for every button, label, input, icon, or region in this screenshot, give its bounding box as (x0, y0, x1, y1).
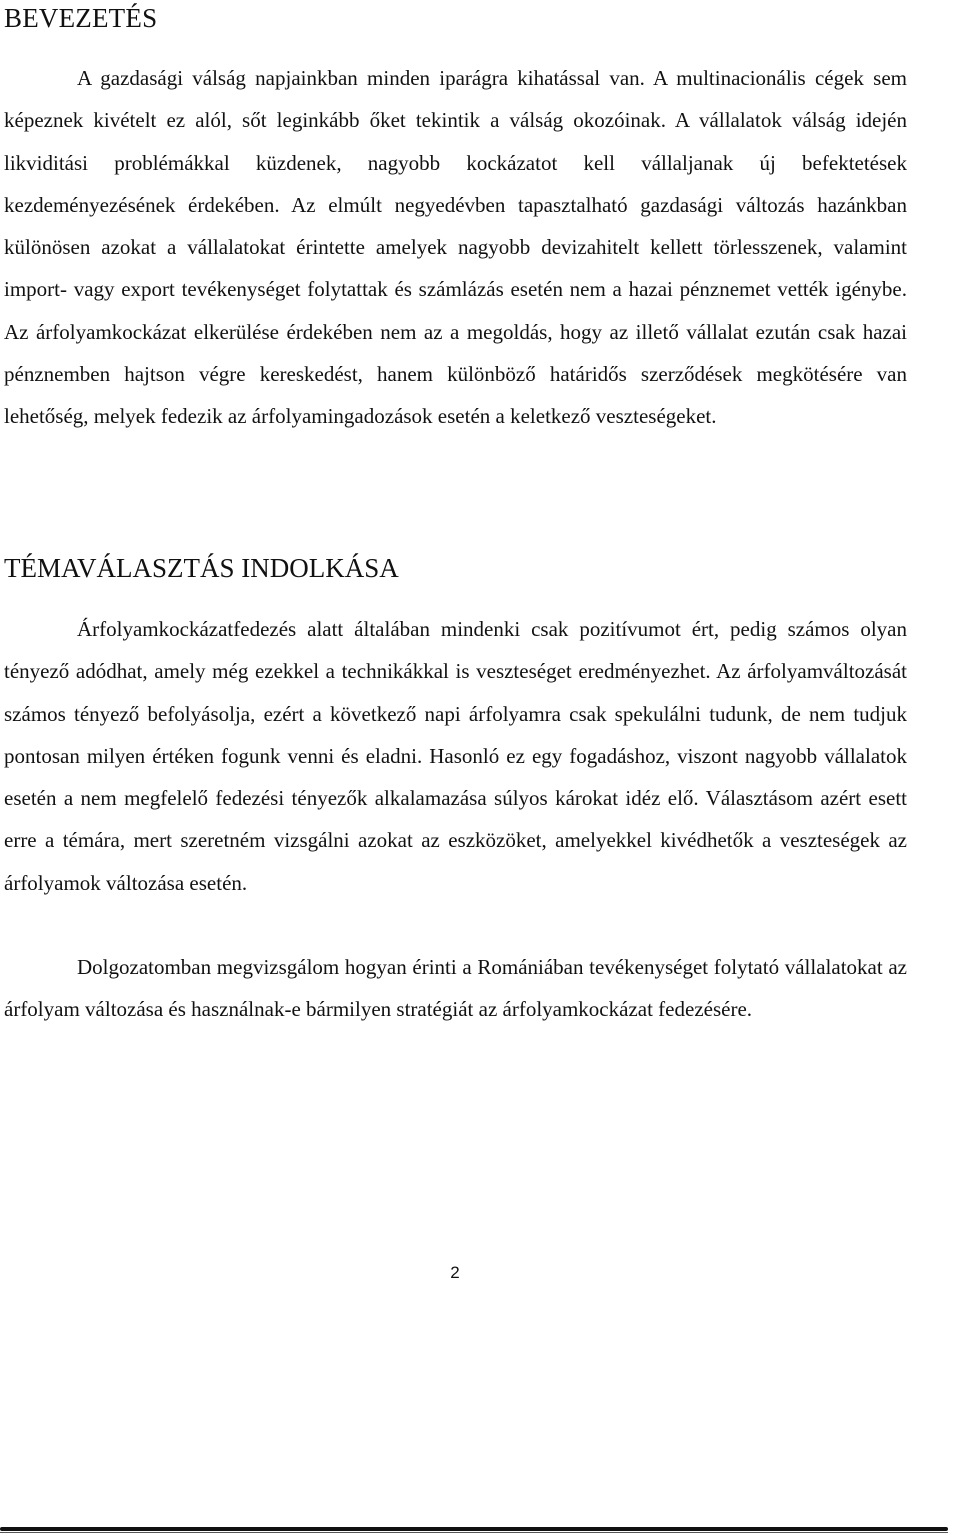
footer-divider (0, 1527, 948, 1531)
section-heading-introduction: BEVEZETÉS (4, 3, 158, 33)
topic-choice-paragraph-2: Dolgozatomban megvizsgálom hogyan érinti a Romániában tevékenységet folytató vállalatokat az árfolyam változása és használnak-e bármilyen stratégiát az árfolyamkockázat fedezésére. (4, 955, 907, 1022)
introduction-paragraph: A gazdasági válság napjainkban minden iparágra kihatással van. A multinacionális cégek sem képeznek kivételt ez alól, sőt leginkább őket tekintik a válság okozóinak. A vállalatok válság idején likviditási problémákkal küzdenek, nagyobb kockázatot kell vállaljanak új befektetések kezdeményezésének érdekében. Az elmúlt negyedévben tapasztalható gazdasági változás hazánkban különösen azokat a vállalatokat érintette amelyek nagyobb devizahitelt kellett törlesszenek, valamint import- vagy export tevékenységet folytattak és számlázás esetén nem a hazai pénznemet vették igénybe. Az árfolyamkockázat elkerülése érdekében nem az a megoldás, hogy az illető vállalat ezután csak hazai pénznemben hajtson végre kereskedést, hanem különböző határidős szerződések megkötésére van lehetőség, melyek fedezik az árfolyamingadozások esetén a keletkező veszteségeket. (4, 66, 907, 429)
footer-divider-thin (0, 1532, 948, 1533)
page-number: 2 (450, 1263, 460, 1282)
section-heading-topic-choice: TÉMAVÁLASZTÁS INDOLKÁSA (4, 553, 399, 583)
topic-choice-paragraph-1: Árfolyamkockázatfedezés alatt általában mindenki csak pozitívumot ért, pedig számos olyan tényező adódhat, amely még ezekkel a technikákkal is veszteséget eredményezhet. Az árfolyamváltozását számos tényező befolyásolja, ezért a következő napi árfolyamra csak spekulálni tudunk, de nem tudjuk pontosan milyen értéken fogunk venni és eladni. Hasonló ez egy fogadáshoz, viszont nagyobb vállalatok esetén a nem megfelelő fedezési tényezők alkalamazása súlyos károkat idéz elő. Választásom azért esett erre a témára, mert szeretném vizsgálni azokat az eszközöket, amelyekkel kivédhetők a veszteségek az árfolyamok változása esetén. (4, 617, 907, 895)
